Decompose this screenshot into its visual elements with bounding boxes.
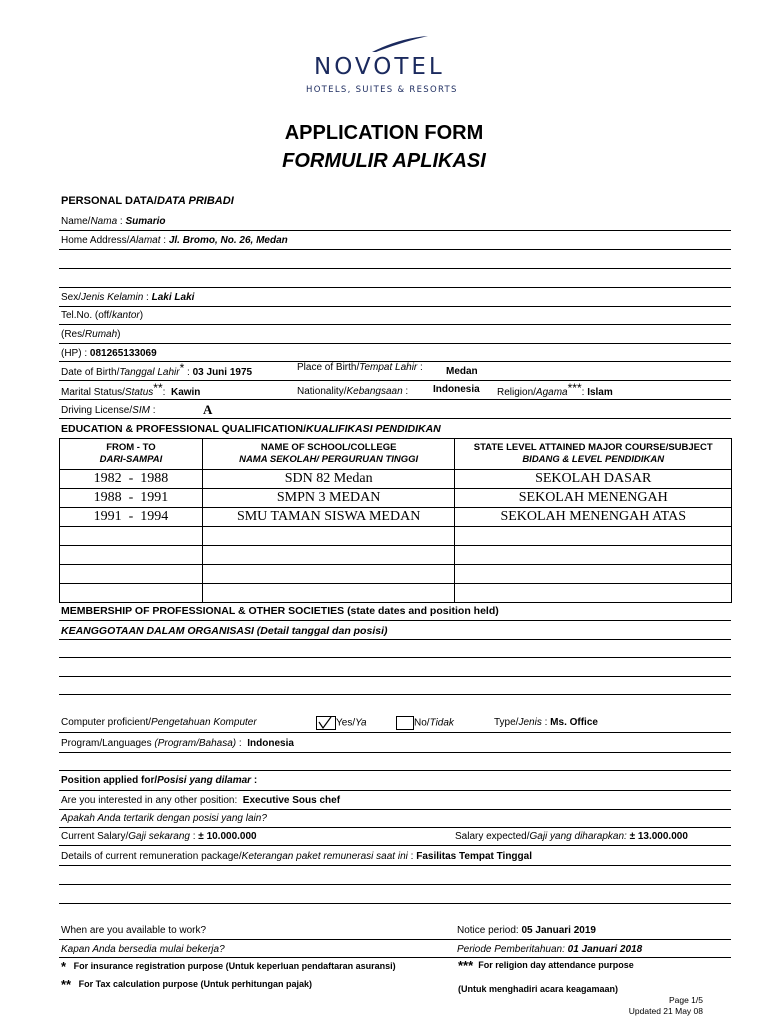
marital-label-id: Status [124, 387, 154, 398]
col-level-header [455, 439, 732, 470]
school-cell[interactable] [202, 565, 455, 584]
marital-label: Marital Status/ [61, 387, 125, 398]
position-applied-row: Position applied for/Posisi yang dilamar : [61, 775, 258, 786]
footnote-3-id: (Untuk menghadiri acara keagamaan) [458, 984, 619, 994]
nationality-row: Nationality/Kebangsaan : [297, 386, 409, 397]
address-extra-line-2[interactable] [59, 287, 731, 288]
res-label: (Res/ [61, 329, 85, 340]
no-checkbox[interactable] [396, 716, 414, 730]
col-school-header [202, 439, 455, 470]
notice-value[interactable]: 05 Januari 2019 [521, 925, 596, 936]
computer-label: Computer proficient/ [61, 717, 152, 728]
program-label: Program/Languages [61, 738, 152, 749]
education-table [59, 438, 732, 603]
table-row [60, 584, 732, 603]
footnote-star-2-icon: ** [61, 977, 72, 992]
col3-id: BIDANG & LEVEL PENDIDIKAN [522, 454, 665, 465]
salary-row: Current Salary/Gaji sekarang : ± 10.000.000 [61, 831, 257, 842]
education-header-id: KUALIFIKASI PENDIDIKAN [306, 423, 441, 435]
program-row: Program/Languages (Program/Bahasa) : Indonesia [61, 738, 294, 749]
name-label: Name/ [61, 216, 91, 227]
no-option[interactable] [396, 716, 454, 730]
remuneration-row: Details of current remuneration package/Keterangan paket remunerasi saat ini : Fasilitas Tempat Tinggal [61, 851, 532, 862]
address-row: Home Address/Alamat : Jl. Bromo, No. 26, Medan [61, 235, 288, 246]
license-label-id: SIM [132, 405, 150, 416]
remuneration-line-1[interactable] [59, 884, 731, 885]
applied-label: Position applied for/ [61, 775, 158, 786]
hp-value[interactable]: 081265133069 [89, 348, 157, 359]
table-row [60, 489, 732, 508]
membership-line-2[interactable] [59, 676, 731, 677]
membership-line-1[interactable] [59, 657, 731, 658]
header-id: DATA PRIBADI [156, 195, 234, 207]
remuneration-label: Details of current remuneration package/ [61, 851, 242, 862]
religion-label-id: Agama [535, 387, 568, 398]
marital-value[interactable]: Kawin [170, 387, 201, 398]
star-2-icon: ** [153, 381, 163, 395]
level-cell[interactable] [455, 527, 732, 546]
dob-label-id: Tanggal Lahir [119, 367, 180, 378]
col2-id: NAMA SEKOLAH/ PERGURUAN TINGGI [239, 454, 419, 465]
salary-label: Current Salary/ [61, 831, 129, 842]
footnote-star-3-icon: *** [458, 958, 474, 973]
table-row [60, 470, 732, 489]
res-label-id: Rumah [84, 329, 118, 340]
remuneration-label-id: Keterangan paket remunerasi saat ini [241, 851, 408, 862]
nationality-value[interactable]: Indonesia [433, 384, 480, 395]
hp-row: (HP) : 081265133069 [61, 348, 157, 359]
computer-label-id: Pengetahuan Komputer [151, 717, 257, 728]
school-cell[interactable]: SDN 82 Medan [202, 470, 455, 489]
membership-header-id: KEANGGOTAAN DALAM ORGANISASI (Detail tanggal dan posisi) [61, 625, 388, 637]
membership-line-3[interactable] [59, 694, 731, 695]
school-cell[interactable] [202, 527, 455, 546]
form-title: APPLICATION FORM [284, 122, 484, 144]
table-row [60, 527, 732, 546]
education-header [61, 423, 441, 435]
level-cell[interactable] [455, 584, 732, 603]
program-label-id: (Program/Bahasa) [154, 738, 237, 749]
license-value[interactable]: A [203, 402, 213, 417]
notice-label-id: Periode Pemberitahuan: [457, 944, 565, 955]
novotel-logo [290, 34, 500, 96]
notice-row [457, 925, 596, 936]
personal-data-header [61, 195, 234, 207]
expected-salary-row [455, 831, 688, 842]
address-extra-line-1[interactable] [59, 268, 731, 269]
program-extra-line[interactable] [59, 770, 731, 771]
remuneration-value[interactable]: Fasilitas Tempat Tinggal [416, 851, 532, 862]
notice-label: Notice period: [457, 925, 519, 936]
nationality-label-id: Kebangsaan [346, 386, 403, 397]
remuneration-line-2[interactable] [59, 903, 731, 904]
other-position-row [61, 795, 340, 806]
salary-value[interactable]: ± 10.000.000 [198, 831, 257, 842]
membership-header: MEMBERSHIP OF PROFESSIONAL & OTHER SOCIETIES (state dates and position held) [61, 605, 499, 617]
religion-label: Religion/ [497, 387, 536, 398]
religion-row: Religion/Agama***: Islam [497, 381, 613, 398]
address-label: Home Address/ [61, 235, 130, 246]
no-label-id: Tidak [429, 717, 454, 729]
available-label: When are you available to work? [61, 925, 207, 936]
license-row: Driving License/SIM : [61, 405, 156, 416]
table-row [60, 546, 732, 565]
level-cell[interactable] [455, 565, 732, 584]
col2-en: NAME OF SCHOOL/COLLEGE [260, 442, 397, 453]
logo-subtitle: HOTELS, SUITES & RESORTS [306, 85, 458, 95]
education-header-en: EDUCATION & PROFESSIONAL QUALIFICATION/ [61, 423, 307, 435]
dob-row: Date of Birth/Tanggal Lahir* : 03 Juni 1975 [61, 361, 253, 378]
header-en: PERSONAL DATA/ [61, 195, 157, 207]
address-label-id: Alamat [129, 235, 161, 246]
type-value[interactable]: Ms. Office [550, 717, 598, 728]
name-row: Name/Nama : Sumario [61, 216, 166, 227]
logo-swoosh-icon [370, 34, 430, 54]
footnote-text-3: For religion day attendance purpose [478, 960, 634, 970]
period-cell[interactable]: 1988 - 1991 [60, 489, 203, 508]
program-value[interactable]: Indonesia [247, 738, 294, 749]
res-row: (Res/Rumah) [61, 329, 121, 340]
pob-value[interactable]: Medan [446, 366, 478, 377]
star-3-icon: *** [567, 381, 582, 395]
period-cell[interactable]: 1982 - 1988 [60, 470, 203, 489]
dob-label: Date of Birth/ [61, 367, 120, 378]
school-cell[interactable] [202, 584, 455, 603]
pob-row: Place of Birth/Tempat Lahir : [297, 362, 423, 373]
dob-value[interactable]: 03 Juni 1975 [192, 367, 253, 378]
school-cell[interactable]: SMU TAMAN SISWA MEDAN [202, 508, 455, 527]
pob-label: Place of Birth/ [297, 362, 360, 373]
footnote-text-1: For insurance registration purpose (Untuk keperluan pendaftaran asuransi) [73, 961, 396, 971]
pob-label-id: Tempat Lahir [359, 362, 418, 373]
yes-label: Yes/ [336, 717, 356, 729]
form-title-id: FORMULIR APLIKASI [282, 150, 486, 172]
notice-value-id[interactable]: 01 Januari 2018 [567, 944, 643, 955]
checkmark-icon [318, 717, 332, 729]
footnote-1 [61, 959, 396, 974]
level-cell[interactable]: SEKOLAH MENENGAH ATAS [455, 508, 732, 527]
sex-label: Sex/ [61, 292, 82, 303]
applied-label-id: Posisi yang dilamar [157, 775, 252, 786]
page-updated: Updated 21 May 08 [628, 1006, 703, 1016]
tel-row: Tel.No. (off/kantor) [61, 310, 144, 321]
table-row [60, 565, 732, 584]
period-cell[interactable] [60, 546, 203, 565]
period-cell[interactable] [60, 565, 203, 584]
available-label-id: Kapan Anda bersedia mulai bekerja? [61, 944, 225, 955]
type-label-id: Jenis [518, 717, 542, 728]
footnote-text-2: For Tax calculation purpose (Untuk perhitungan pajak) [78, 979, 312, 989]
notice-row-id [457, 944, 642, 955]
other-position-label-id: Apakah Anda tertarik dengan posisi yang lain? [61, 813, 267, 824]
footnote-3 [458, 958, 634, 973]
col1-id: DARI-SAMPAI [99, 454, 163, 465]
logo-brand: NOVOTEL [314, 54, 445, 80]
education-table-header [60, 439, 732, 470]
type-label: Type/ [494, 717, 519, 728]
col1-en: FROM - TO [106, 442, 156, 453]
address-value[interactable]: Jl. Bromo, No. 26, Medan [168, 235, 288, 246]
col-period-header [60, 439, 203, 470]
name-value[interactable]: Sumario [125, 216, 166, 227]
sex-label-id: Jenis Kelamin [81, 292, 144, 303]
level-cell[interactable] [455, 546, 732, 565]
expected-label-id: Gaji yang diharapkan: [529, 831, 627, 842]
expected-label: Salary expected/ [455, 831, 530, 842]
hp-label: (HP) [61, 348, 82, 359]
no-label: No/ [414, 717, 430, 729]
tel-label-id: kantor [111, 310, 140, 321]
other-position-value[interactable]: Executive Sous chef [242, 795, 341, 806]
salary-label-id: Gaji sekarang [128, 831, 190, 842]
expected-value[interactable]: ± 13.000.000 [629, 831, 688, 842]
level-cell[interactable]: SEKOLAH MENENGAH [455, 489, 732, 508]
period-cell[interactable] [60, 584, 203, 603]
school-cell[interactable]: SMPN 3 MEDAN [202, 489, 455, 508]
sex-row: Sex/Jenis Kelamin : Laki Laki [61, 292, 195, 303]
yes-label-id: Ya [355, 717, 367, 729]
footnote-star-1-icon: * [61, 959, 67, 974]
type-row: Type/Jenis : Ms. Office [494, 717, 598, 728]
other-position-label: Are you interested in any other position: [61, 795, 238, 806]
license-label: Driving License/ [61, 405, 133, 416]
computer-row [61, 717, 257, 728]
star-1-icon: * [179, 361, 185, 375]
marital-row: Marital Status/Status**: Kawin [61, 381, 201, 398]
period-cell[interactable] [60, 527, 203, 546]
name-label-id: Nama [90, 216, 118, 227]
yes-option[interactable] [316, 716, 367, 730]
col3-en: STATE LEVEL ATTAINED MAJOR COURSE/SUBJECT [473, 442, 713, 453]
footnote-2 [61, 977, 312, 992]
religion-value[interactable]: Islam [587, 387, 613, 398]
school-cell[interactable] [202, 546, 455, 565]
table-row [60, 508, 732, 527]
tel-label: Tel.No. (off/ [61, 310, 112, 321]
period-cell[interactable]: 1991 - 1994 [60, 508, 203, 527]
yes-checkbox[interactable] [316, 716, 336, 730]
sex-value[interactable]: Laki Laki [151, 292, 195, 303]
nationality-label: Nationality/ [297, 386, 347, 397]
page-number: Page 1/5 [668, 995, 703, 1005]
level-cell[interactable]: SEKOLAH DASAR [455, 470, 732, 489]
